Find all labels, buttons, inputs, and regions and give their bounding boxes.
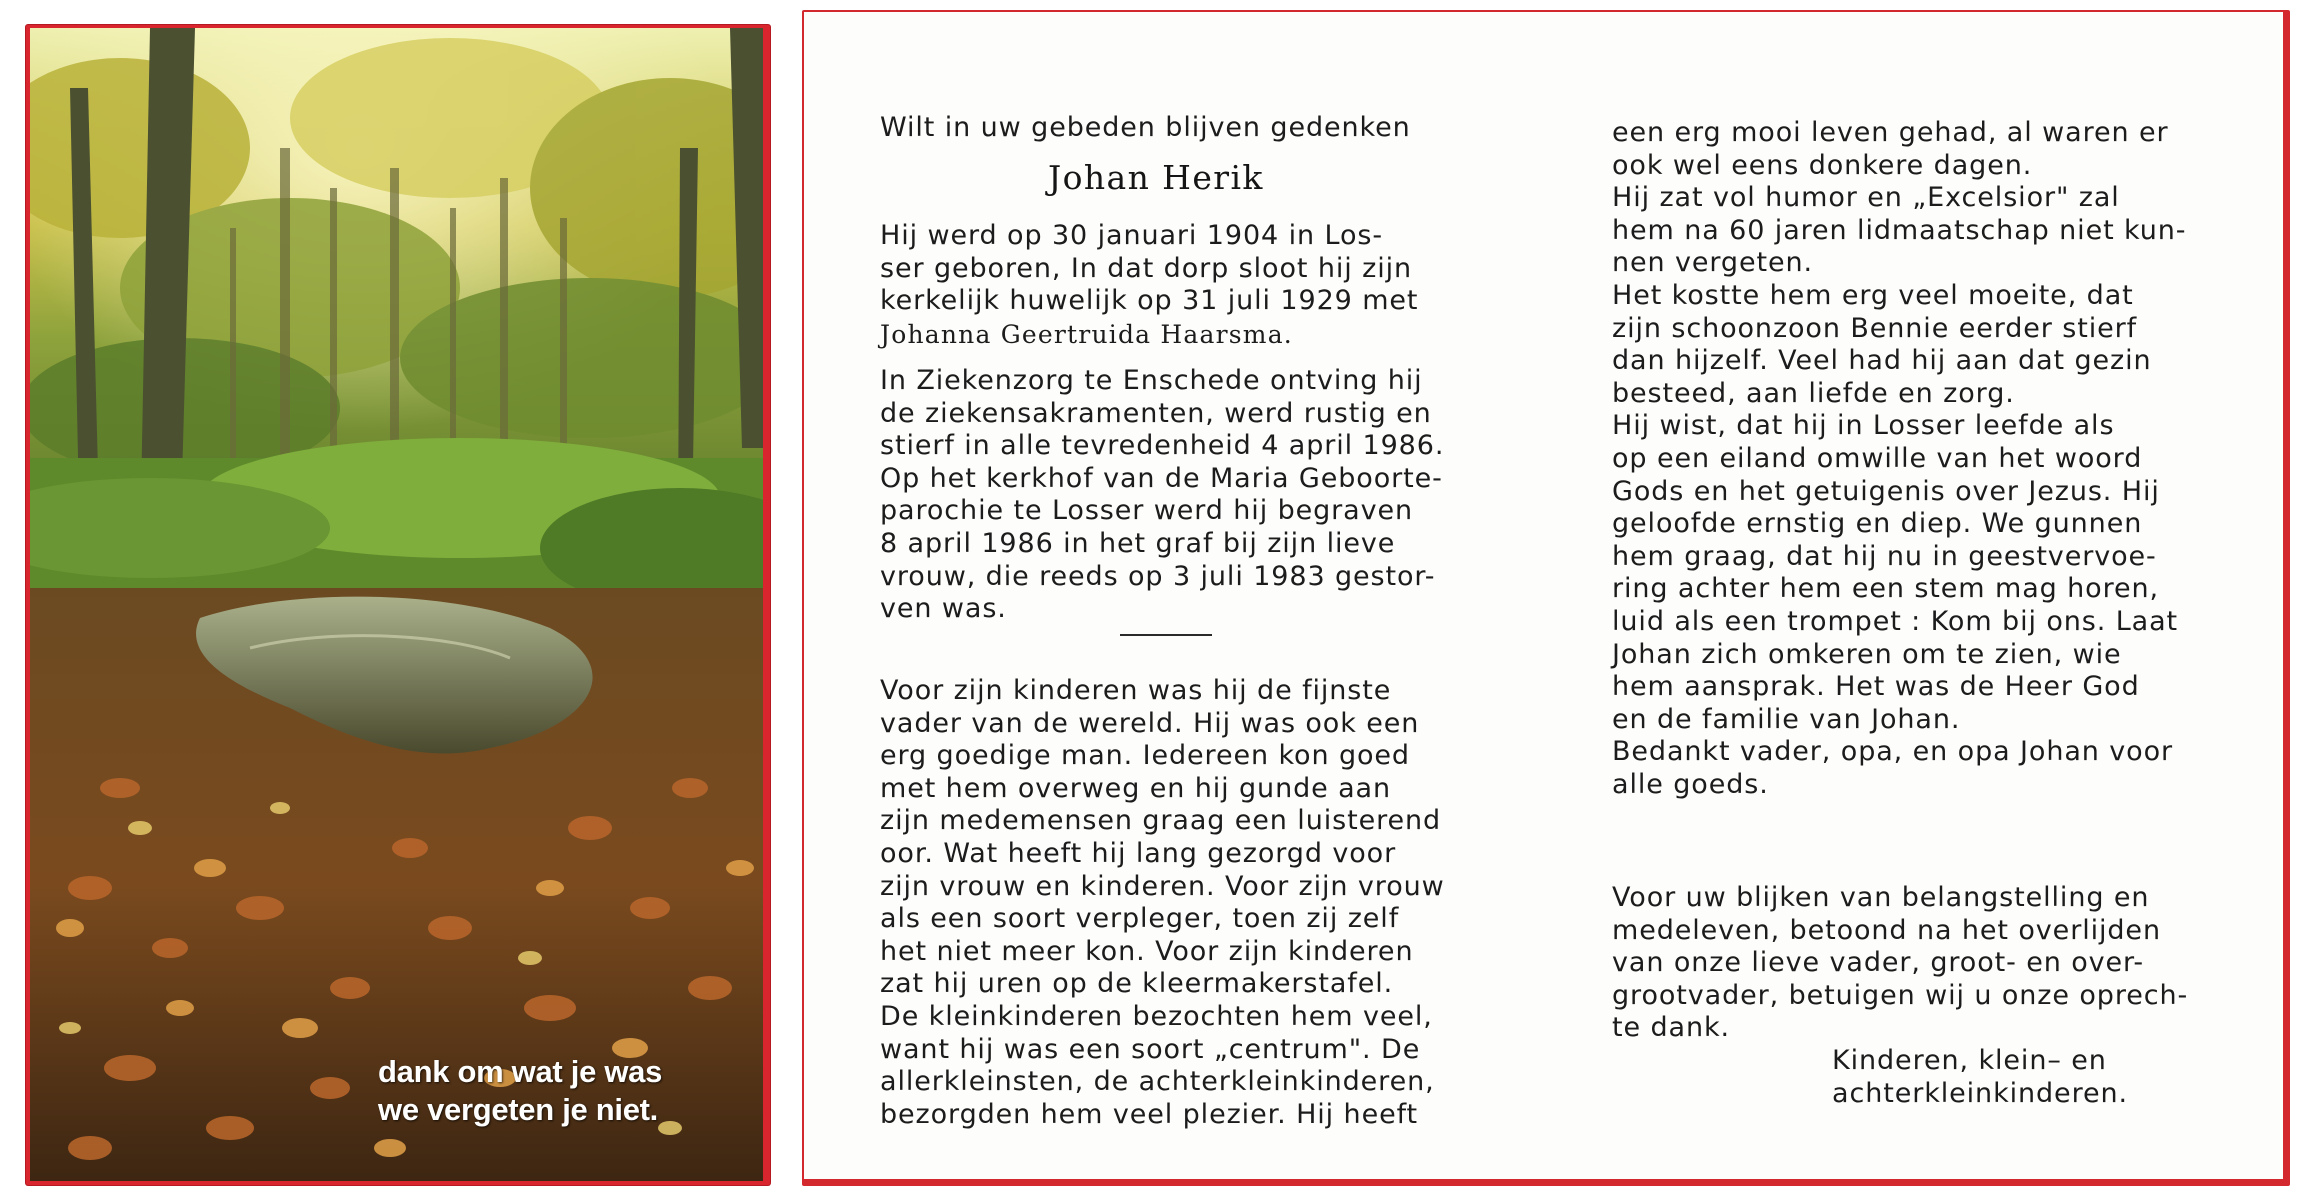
text-line: oor. Wat heeft hij lang gezorgd voor xyxy=(880,837,1397,869)
text-line: Op het kerkhof van de Maria Geboorte- xyxy=(880,462,1443,494)
text-line: 8 april 1986 in het graf bij zijn lieve xyxy=(880,527,1396,559)
text-line: Hij wist, dat hij in Losser leefde als xyxy=(1612,410,2115,442)
text-line: parochie te Losser werd hij begraven xyxy=(880,495,1414,527)
paragraph-death xyxy=(880,365,1444,626)
text-line: hem graag, dat hij nu in geestvervoe- xyxy=(1612,540,2157,572)
text-line: dan hijzelf. Veel had hij aan dat gezin xyxy=(1612,345,2152,377)
text-line: ring achter hem een stem mag horen, xyxy=(1612,573,2160,605)
text-line: zijn medemensen graag een luisterend xyxy=(880,805,1442,837)
text-line: ven was. xyxy=(880,593,1007,625)
text-line: Voor zijn kinderen was hij de fijnste xyxy=(880,675,1392,706)
text-line: Hij werd op 30 januari 1904 in Los- xyxy=(880,220,1383,251)
text-line: nen vergeten. xyxy=(1612,247,1813,279)
paragraph-continued xyxy=(1612,117,2186,801)
text-line: hem na 60 jaren lidmaatschap niet kun- xyxy=(1612,214,2187,246)
text-line: alle goeds. xyxy=(1612,768,1769,800)
text-line: besteed, aan liefde en zorg. xyxy=(1612,377,2015,409)
text-line: zijn schoonzoon Bennie eerder stierf xyxy=(1612,312,2138,344)
signature-line: Kinderen, klein– en xyxy=(1832,1045,2107,1076)
forest-stream-photo xyxy=(30,28,763,1181)
text-line: ook wel eens donkere dagen. xyxy=(1612,149,2033,181)
text-line: want hij was een soort „centrum". De xyxy=(880,1033,1421,1065)
photo-caption xyxy=(378,1053,758,1129)
text-line: te dank. xyxy=(1612,1012,1730,1044)
text-line: bezorgden hem veel plezier. Hij heeft xyxy=(880,1098,1419,1130)
text-line: het niet meer kon. Voor zijn kinderen xyxy=(880,935,1414,967)
section-divider xyxy=(1120,634,1212,636)
text-line: Bedankt vader, opa, en opa Johan voor xyxy=(1612,736,2173,768)
text-line: In Ziekenzorg te Enschede ontving hij xyxy=(880,365,1423,396)
text-line: kerkelijk huwelijk op 31 juli 1929 met xyxy=(880,285,1419,317)
paragraph-thanks xyxy=(1612,882,2188,1045)
text-line: ser geboren, In dat dorp sloot hij zijn xyxy=(880,252,1413,284)
text-line: met hem overweg en hij gunde aan xyxy=(880,772,1392,804)
caption-line: dank om wat je was xyxy=(378,1054,663,1089)
text-line: vader van de wereld. Hij was ook een xyxy=(880,707,1420,739)
text-line: stierf in alle tevredenheid 4 april 1986. xyxy=(880,430,1445,462)
text-line: zat hij uren op de kleermakerstafel. xyxy=(880,968,1394,1000)
text-line: als een soort verpleger, toen zij zelf xyxy=(880,903,1400,935)
text-line: hem aansprak. Het was de Heer God xyxy=(1612,671,2140,703)
caption-line: we vergeten je niet. xyxy=(378,1092,658,1127)
text-line: een erg mooi leven gehad, al waren er xyxy=(1612,117,2169,148)
text-line: Gods en het getuigenis over Jezus. Hij xyxy=(1612,475,2160,507)
text-line: Hij zat vol humor en „Excelsior" zal xyxy=(1612,182,2120,214)
text-line: op een eiland omwille van het woord xyxy=(1612,442,2143,474)
text-line: vrouw, die reeds op 3 juli 1983 gestor- xyxy=(880,560,1436,592)
text-line: en de familie van Johan. xyxy=(1612,703,1961,735)
signature-block xyxy=(1832,1045,2128,1110)
spouse-name: Johanna Geertruida Haarsma. xyxy=(880,320,1293,349)
memorial-text-paper xyxy=(804,12,2283,1179)
text-line: luid als een trompet : Kom bij ons. Laat xyxy=(1612,605,2179,637)
text-line: van onze lieve vader, groot- en over- xyxy=(1612,947,2144,979)
signature-line: achterkleinkinderen. xyxy=(1832,1077,2128,1109)
text-line: De kleinkinderen bezochten hem veel, xyxy=(880,1000,1433,1032)
deceased-name: Johan Herik xyxy=(1048,158,1264,197)
memorial-text-card xyxy=(802,10,2290,1186)
photo-card xyxy=(26,25,770,1185)
text-line: allerkleinsten, de achterkleinkinderen, xyxy=(880,1066,1435,1098)
text-line: grootvader, betuigen wij u onze oprech- xyxy=(1612,979,2189,1011)
text-line: medeleven, betoond na het overlijden xyxy=(1612,914,2161,946)
intro-line: Wilt in uw gebeden blijven gedenken xyxy=(880,112,1411,143)
text-line: zijn vrouw en kinderen. Voor zijn vrouw xyxy=(880,870,1445,902)
text-line: Voor uw blijken van belangstelling en xyxy=(1612,882,2150,913)
text-line: erg goedige man. Iedereen kon goed xyxy=(880,740,1410,772)
text-line: Johan zich omkeren om te zien, wie xyxy=(1612,638,2122,670)
text-line: de ziekensakramenten, werd rustig en xyxy=(880,397,1432,429)
text-line: Het kostte hem erg veel moeite, dat xyxy=(1612,279,2134,311)
paragraph-birth xyxy=(880,220,1418,318)
paragraph-life xyxy=(880,675,1445,1131)
text-line: geloofde ernstig en diep. We gunnen xyxy=(1612,508,2143,540)
